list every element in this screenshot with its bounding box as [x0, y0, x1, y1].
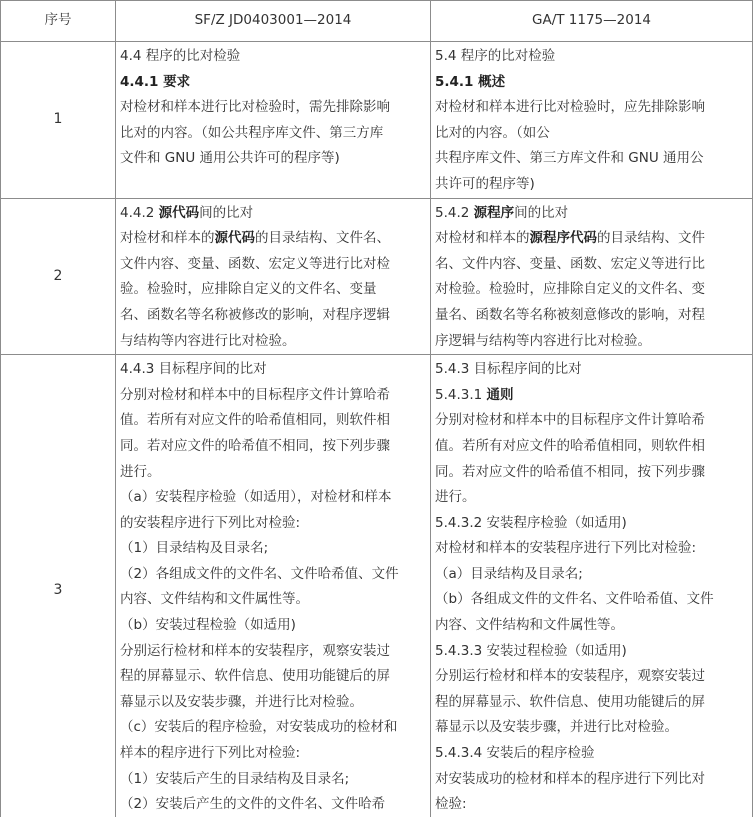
text-segment: 对检材和样本的安装程序进行下列比对检验: [435, 540, 697, 557]
text-line [435, 357, 748, 383]
text-line [435, 146, 748, 172]
text-line [435, 562, 748, 588]
text-segment: 5.4 程序的比对检验 [435, 48, 556, 64]
text-line [435, 511, 748, 537]
bold-text: 5.4.1 概述 [435, 73, 506, 90]
left-standard-cell [116, 42, 431, 199]
text-segment: （b）各组成文件的文件名、文件哈希值、文件 [435, 591, 714, 608]
header-standard-left: SF/Z JD0403001—2014 [116, 1, 431, 42]
table-header-row [1, 1, 753, 42]
text-segment: 间的比对 [514, 204, 569, 221]
text-segment: 程的屏幕显示、软件信息、使用功能键后的屏 [435, 693, 705, 710]
text-line [435, 70, 748, 96]
text-segment: 与结构等内容进行比对检验。 [120, 332, 296, 349]
text-line [120, 383, 426, 409]
text-segment: 5.4.3.2 安装程序检验（如适用) [435, 514, 627, 531]
text-segment: 的目录结构、文件名、 [255, 230, 390, 247]
text-line [435, 741, 748, 767]
text-segment: 分别对检材和样本中的目标程序文件计算哈希 [435, 412, 705, 429]
text-line [435, 587, 748, 613]
text-segment: （c）安装后的程序检验，对安装成功的检材和 [120, 719, 398, 736]
text-segment: 对检验。检验时，应排除自定义的文件名、变 [435, 281, 705, 298]
text-segment: 5.4.3.1 [435, 386, 487, 403]
text-segment: 量名、函数名等名称被刻意修改的影响，对程 [435, 306, 705, 323]
text-line [435, 172, 748, 198]
text-line [435, 201, 748, 227]
text-segment: 对检材和样本的 [435, 230, 530, 247]
text-line [120, 303, 426, 329]
text-segment: 4.4.2 [120, 204, 159, 221]
text-line [120, 252, 426, 278]
text-segment: 文件和 GNU 通用公共许可的程序等) [120, 150, 340, 167]
text-segment: 名、文件内容、变量、函数、宏定义等进行比 [435, 255, 705, 272]
text-line [435, 613, 748, 639]
bold-text: 源代码 [214, 230, 255, 247]
text-line [120, 95, 426, 121]
text-segment: 间的比对 [199, 204, 254, 221]
text-line [435, 329, 748, 355]
table-row [1, 42, 753, 199]
text-segment: 4.4.3 目标程序间的比对 [120, 361, 267, 378]
row-index: 2 [1, 198, 116, 355]
text-segment: 比对的内容。（如公共程序库文件、第三方库 [120, 124, 384, 141]
text-line [435, 536, 748, 562]
text-line [120, 460, 426, 486]
text-line [435, 639, 748, 665]
text-segment: 进行。 [120, 463, 161, 480]
bold-text: 通则 [486, 386, 514, 403]
text-segment: 分别运行检材和样本的安装程序，观察安装过 [435, 668, 705, 685]
text-segment: 对检材和样本的 [120, 230, 215, 247]
text-line [120, 511, 426, 537]
text-line [435, 767, 748, 793]
text-segment: 内容、文件结构和文件属性等。 [120, 591, 309, 608]
header-index: 序号 [1, 1, 116, 42]
text-segment: 对检材和样本进行比对检验时，应先排除影响 [435, 99, 705, 116]
text-line [120, 562, 426, 588]
bold-text: 源程序代码 [529, 230, 597, 247]
row-index: 3 [1, 355, 116, 817]
text-segment: （2）各组成文件的文件名、文件哈希值、文件 [120, 565, 399, 582]
text-segment: 分别运行检材和样本的安装程序，观察安装过 [120, 642, 390, 659]
table-row [1, 355, 753, 817]
text-segment: 同。若对应文件的哈希值不相同，按下列步骤 [120, 437, 390, 454]
text-segment: 对安装成功的检材和样本的程序进行下列比对 [435, 770, 705, 787]
text-line [120, 277, 426, 303]
text-line [435, 664, 748, 690]
text-line [435, 303, 748, 329]
text-segment: 同。若对应文件的哈希值不相同，按下列步骤 [435, 463, 705, 480]
text-line [435, 277, 748, 303]
text-segment: （1）目录结构及目录名; [120, 540, 269, 557]
text-line [120, 792, 426, 817]
text-segment: 对检材和样本进行比对检验时，需先排除影响 [120, 99, 390, 116]
text-line [435, 690, 748, 716]
text-line [120, 664, 426, 690]
text-segment: 分别对检材和样本中的目标程序文件计算哈希 [120, 386, 390, 403]
bold-text: 4.4.1 要求 [120, 73, 191, 90]
text-line [435, 434, 748, 460]
text-segment: （b）安装过程检验（如适用) [120, 617, 296, 634]
text-line [435, 715, 748, 741]
row-index: 1 [1, 42, 116, 199]
text-line [120, 329, 426, 355]
text-line [120, 121, 426, 147]
text-line [435, 383, 748, 409]
bold-text: 源程序 [473, 204, 515, 221]
text-segment: 共许可的程序等) [435, 175, 535, 192]
text-segment: 的安装程序进行下列比对检验: [120, 514, 301, 531]
text-line [120, 70, 426, 96]
text-line [120, 226, 426, 252]
table-row [1, 198, 753, 355]
text-segment: 5.4.3 目标程序间的比对 [435, 361, 582, 378]
text-line [120, 767, 426, 793]
text-line [120, 741, 426, 767]
text-line [435, 252, 748, 278]
text-line [120, 587, 426, 613]
text-segment: 检验: [435, 796, 467, 813]
text-segment: （a）目录结构及目录名; [435, 565, 583, 582]
text-segment: 幕显示以及安装步骤，并进行比对检验。 [120, 693, 363, 710]
text-line [120, 201, 426, 227]
bold-text: 源代码 [158, 204, 200, 221]
right-standard-cell [431, 42, 753, 199]
right-standard-cell [431, 198, 753, 355]
text-segment: 幕显示以及安装步骤，并进行比对检验。 [435, 719, 678, 736]
text-segment: 值。若所有对应文件的哈希值相同，则软件相 [435, 437, 705, 454]
header-standard-right: GA/T 1175—2014 [431, 1, 753, 42]
text-segment: 5.4.3.3 安装过程检验（如适用) [435, 642, 627, 659]
text-line [120, 690, 426, 716]
text-line [120, 408, 426, 434]
text-segment: 名、函数名等名称被修改的影响，对程序逻辑 [120, 306, 390, 323]
right-standard-cell [431, 355, 753, 817]
text-line [435, 95, 748, 121]
text-segment: 内容、文件结构和文件属性等。 [435, 617, 624, 634]
text-segment: （2）安装后产生的文件的文件名、文件哈希 [120, 796, 386, 813]
text-segment: 4.4 程序的比对检验 [120, 48, 241, 64]
text-segment: 共程序库文件、第三方库文件和 GNU 通用公 [435, 150, 704, 167]
text-line [120, 536, 426, 562]
text-line [435, 485, 748, 511]
text-segment: 序逻辑与结构等内容进行比对检验。 [435, 332, 651, 349]
text-line [435, 226, 748, 252]
text-segment: 5.4.3.4 安装后的程序检验 [435, 745, 595, 762]
text-line [435, 792, 748, 817]
text-segment: 程的屏幕显示、软件信息、使用功能键后的屏 [120, 668, 390, 685]
text-line [435, 408, 748, 434]
text-line [435, 121, 748, 147]
text-line [120, 434, 426, 460]
text-line [120, 44, 426, 70]
text-line [120, 146, 426, 172]
text-segment: 进行。 [435, 489, 476, 506]
text-segment: （a）安装程序检验（如适用），对检材和样本 [120, 489, 392, 506]
text-line [120, 357, 426, 383]
text-segment: 的目录结构、文件 [597, 230, 705, 247]
text-line [120, 613, 426, 639]
text-segment: 比对的内容。（如公 [435, 124, 550, 141]
text-line [120, 715, 426, 741]
left-standard-cell [116, 198, 431, 355]
text-line [120, 639, 426, 665]
text-line [435, 460, 748, 486]
left-standard-cell [116, 355, 431, 817]
text-segment: 样本的程序进行下列比对检验: [120, 745, 301, 762]
text-segment: 5.4.2 [435, 204, 474, 221]
text-line [435, 44, 748, 70]
text-line [120, 485, 426, 511]
text-segment: 值。若所有对应文件的哈希值相同，则软件相 [120, 412, 390, 429]
text-segment: 文件内容、变量、函数、宏定义等进行比对检 [120, 255, 390, 272]
text-segment: （1）安装后产生的目录结构及目录名; [120, 770, 350, 787]
text-segment: 验。检验时，应排除自定义的文件名、变量 [120, 281, 377, 298]
